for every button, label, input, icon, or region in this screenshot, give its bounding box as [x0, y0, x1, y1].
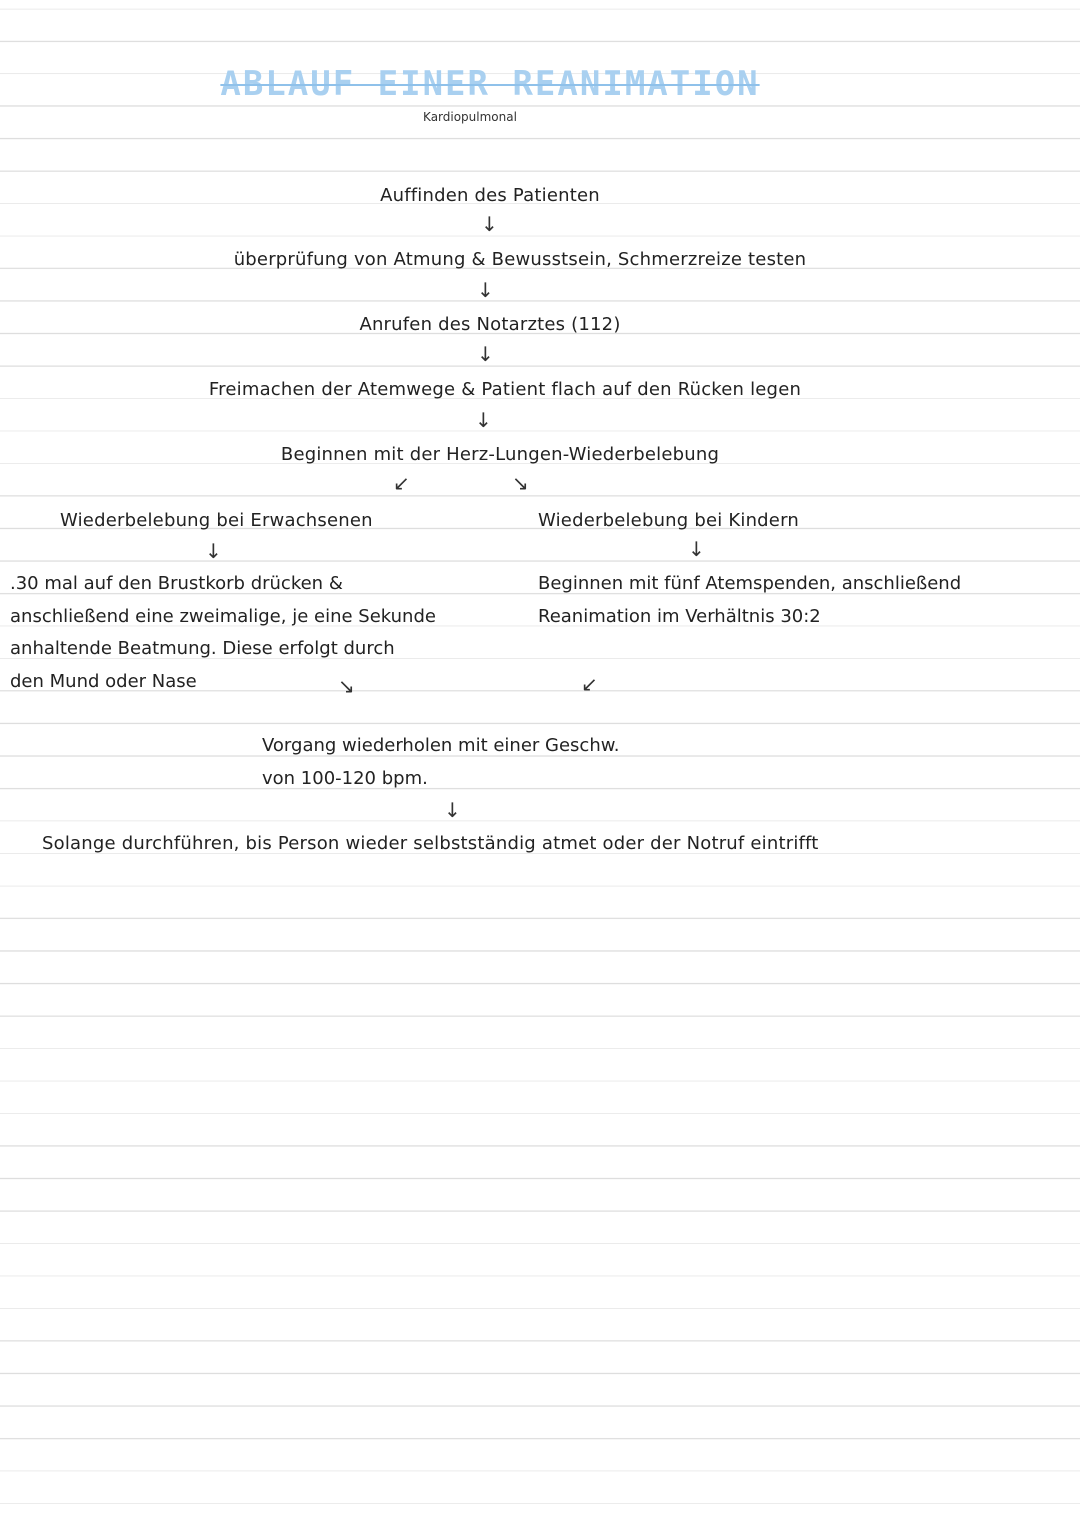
- step-call-emergency: Anrufen des Notarztes (112): [359, 314, 621, 335]
- adult-instruction-line: den Mund oder Nase: [10, 670, 197, 692]
- adult-instruction-line: .30 mal auf den Brustkorb drücken &: [10, 573, 343, 594]
- final-instruction: Solange durchführen, bis Person wieder selbstständig atmet oder der Notruf eintrifft: [42, 833, 819, 854]
- step-clear-airway: Freimachen der Atemwege & Patient flach auf den Rücken legen: [208, 379, 802, 400]
- page-subtitle: Kardiopulmonal: [423, 110, 517, 124]
- repeat-instructions: [262, 730, 742, 795]
- arrow-down-icon: ↓: [477, 342, 494, 366]
- adult-branch-heading: Wiederbelebung bei Erwachsenen: [60, 510, 373, 531]
- step-check-breathing: überprüfung von Atmung & Bewusstsein, Schmerzreize testen: [233, 249, 807, 270]
- step-find-patient: Auffinden des Patienten: [380, 185, 600, 206]
- arrow-down-icon: ↓: [477, 278, 494, 302]
- arrow-down-icon: ↓: [444, 798, 461, 822]
- child-branch-heading: Wiederbelebung bei Kindern: [538, 510, 799, 531]
- repeat-instruction-line: Vorgang wiederholen mit einer Geschw.: [262, 735, 620, 756]
- arrow-down-icon: ↓: [481, 212, 498, 236]
- child-instructions: [538, 568, 1058, 633]
- page-title: ABLAUF EINER REANIMATION: [220, 64, 760, 104]
- child-instruction-line: Beginnen mit fünf Atemspenden, anschließend: [538, 573, 962, 594]
- arrow-down-icon: ↓: [205, 539, 222, 563]
- arrow-down-icon: ↓: [475, 408, 492, 432]
- arrow-down-right-icon: ↘: [338, 674, 355, 698]
- adult-instruction-line: anhaltende Beatmung. Diese erfolgt durch: [10, 638, 395, 659]
- adult-instructions: [10, 568, 480, 698]
- arrow-down-left-icon: ↙: [393, 471, 410, 495]
- adult-instruction-line: anschließend eine zweimalige, je eine Sekunde: [10, 605, 436, 627]
- arrow-down-right-icon: ↘: [512, 471, 529, 495]
- child-instruction-line: Reanimation im Verhältnis 30:2: [538, 605, 821, 627]
- arrow-down-icon: ↓: [688, 537, 705, 561]
- step-begin-cpr: Beginnen mit der Herz-Lungen-Wiederbelebung: [280, 444, 720, 465]
- repeat-instruction-line: von 100-120 bpm.: [262, 767, 428, 789]
- arrow-down-left-icon: ↙: [581, 672, 598, 696]
